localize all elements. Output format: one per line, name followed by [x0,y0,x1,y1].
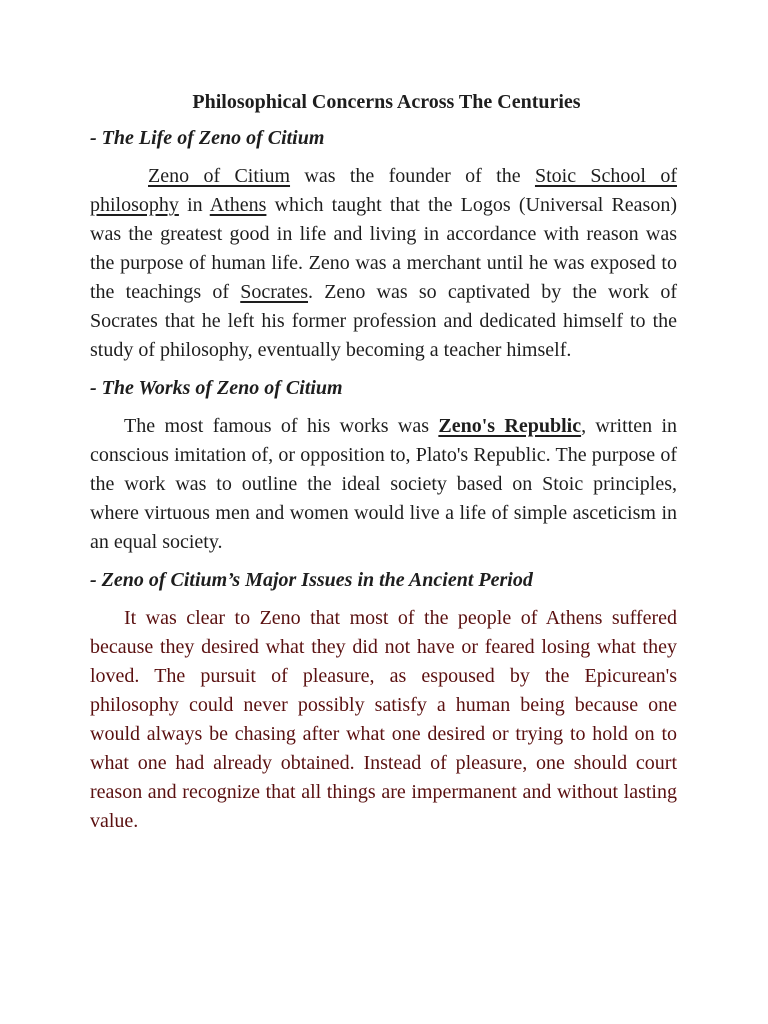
section-heading-life: - The Life of Zeno of Citium [90,127,325,149]
link-zenos-republic[interactable]: Zeno's Republic [438,415,582,437]
link-stoic-school[interactable]: Stoic School of philosophy [90,165,677,216]
link-socrates[interactable]: Socrates [240,281,309,303]
paragraph-text: . Zeno was so captivated by the work of Socrates that he left his former profession and dedicated himself to the study of philosophy, eventually becoming a teacher himself. [90,281,678,361]
link-zeno-of-citium[interactable]: Zeno of Citium [148,165,291,187]
paragraph-life [90,162,677,365]
link-athens[interactable]: Athens [209,194,267,216]
document-page [90,88,677,845]
paragraph-text: was the founder of the [290,165,535,187]
paragraph-text: in [178,194,210,216]
document-title: Philosophical Concerns Across The Centuries [192,91,581,113]
section-heading-issues: - Zeno of Citium’s Major Issues in the Ancient Period [90,569,533,591]
paragraph-works [90,412,677,557]
paragraph-issues: It was clear to Zeno that most of the people of Athens suffered because they desired what they did not have or feared losing what they loved. The pursuit of pleasure, as espoused by the Epicurean's philosophy could never possibly satisfy a human being because one would always be chasing after what one desired or trying to hold on to what one had already obtained. Instead of pleasure, one should court reason and recognize that all things are impermanent and without lasting value. [90,607,677,832]
paragraph-text: which taught that the Logos (Universal Reason) was the greatest good in life and living in accordance with reason was the purpose of human life. Zeno was a merchant until he was exposed to the teachings of [90,194,678,303]
section-heading-works: - The Works of Zeno of Citium [90,377,343,399]
paragraph-text: The most famous of his works was [124,415,439,437]
paragraph-text: , written in conscious imitation of, or opposition to, Plato's Republic. The purpose of the work was to outline the ideal society based on Stoic principles, where virtuous men and women would live a life of simple asceticism in an equal society. [90,415,677,553]
